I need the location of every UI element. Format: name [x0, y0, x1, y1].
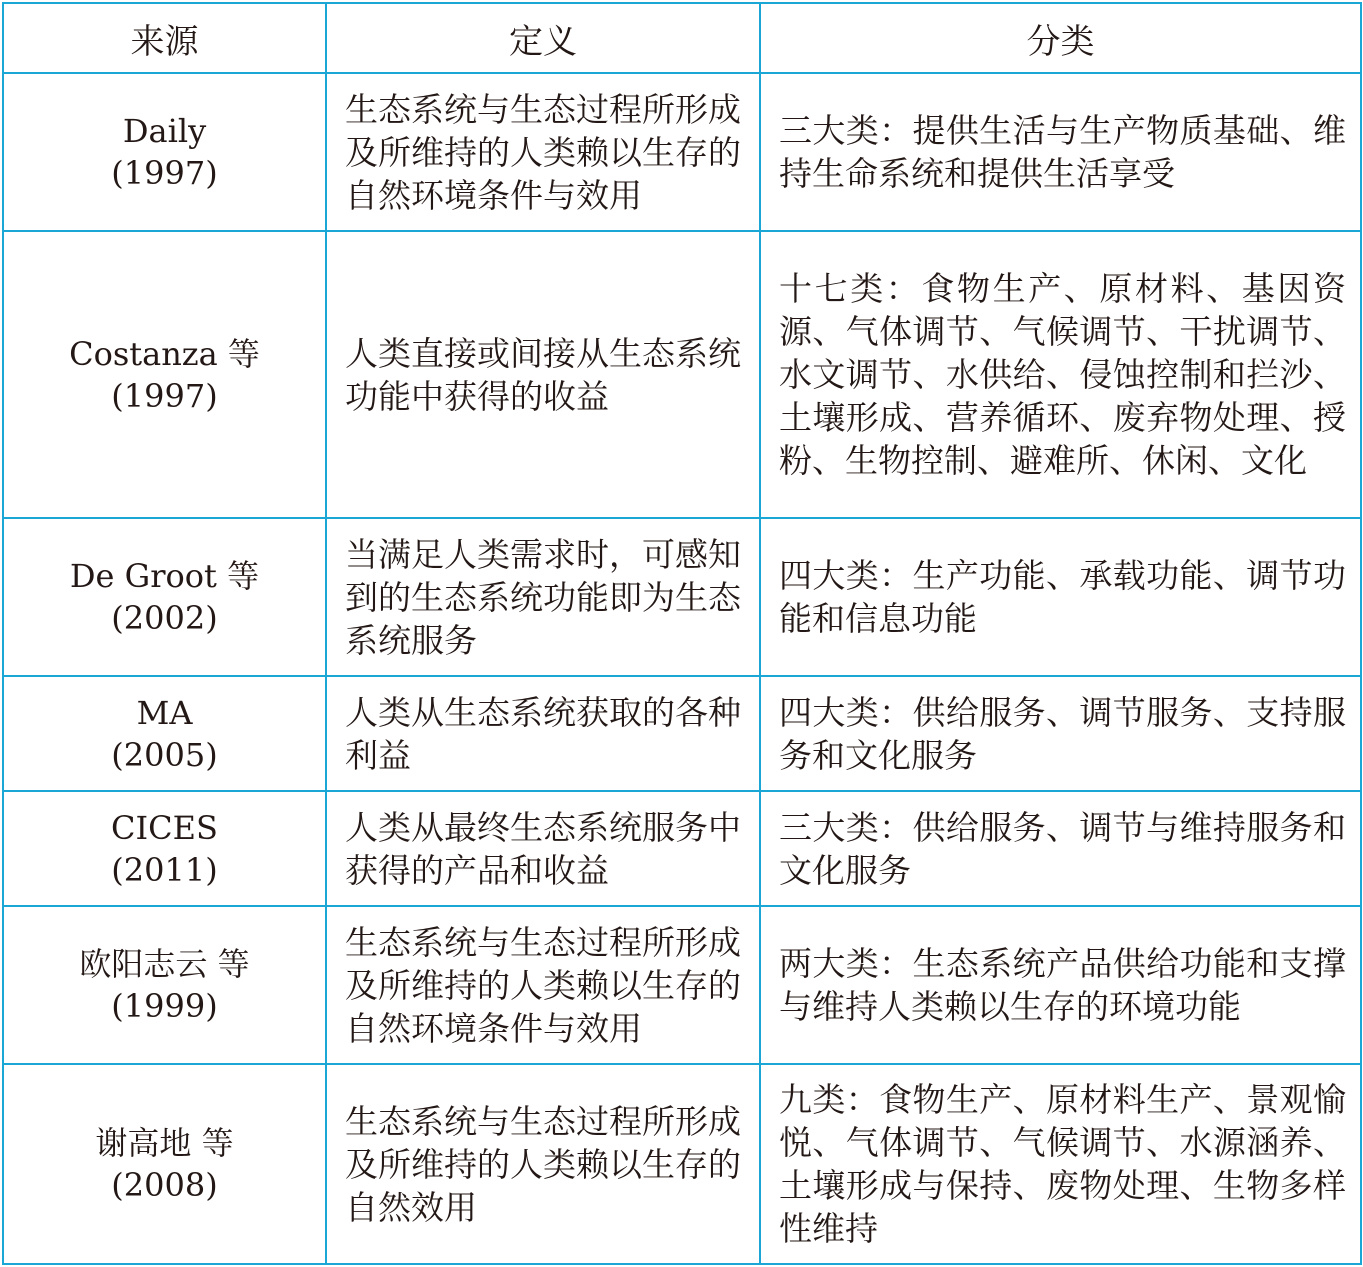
- source-name: Costanza 等: [69, 334, 260, 373]
- source-cell: [3, 906, 326, 1064]
- header-classification: 分类: [760, 3, 1361, 73]
- source-cell: [3, 791, 326, 906]
- definition-cell: 生态系统与生态过程所形成及所维持的人类赖以生存的自然环境条件与效用: [326, 73, 760, 231]
- source-year: (1997): [111, 154, 218, 192]
- source-year: (2005): [111, 735, 218, 774]
- source-year: (2002): [111, 599, 218, 637]
- table-row: [3, 73, 1361, 231]
- source-year: (1997): [111, 376, 218, 415]
- source-name: MA: [136, 693, 193, 732]
- source-year: (2008): [111, 1166, 218, 1204]
- source-cell: [3, 1064, 326, 1264]
- classification-cell: 四大类：生产功能、承载功能、调节功能和信息功能: [760, 518, 1361, 676]
- table-row: [3, 518, 1361, 676]
- source-cell: [3, 231, 326, 518]
- table-row: [3, 906, 1361, 1064]
- table-row: [3, 1064, 1361, 1264]
- source-name: 欧阳志云 等: [79, 945, 250, 983]
- definition-cell: 当满足人类需求时，可感知到的生态系统功能即为生态系统服务: [326, 518, 760, 676]
- classification-cell: 三大类：提供生活与生产物质基础、维持生命系统和提供生活享受: [760, 73, 1361, 231]
- header-definition: 定义: [326, 3, 760, 73]
- header-row: [3, 3, 1361, 73]
- classification-cell: 十七类：食物生产、原材料、基因资源、气体调节、气候调节、干扰调节、水文调节、水供给、侵蚀控制和拦沙、土壤形成、营养循环、废弃物处理、授粉、生物控制、避难所、休闲、文化: [760, 231, 1361, 518]
- source-name: 谢高地 等: [95, 1124, 234, 1162]
- classification-cell: 九类：食物生产、原材料生产、景观愉悦、气体调节、气候调节、水源涵养、土壤形成与保持、废物处理、生物多样性维持: [760, 1064, 1361, 1264]
- source-cell: [3, 676, 326, 791]
- table-row: [3, 231, 1361, 518]
- classification-cell: 四大类：供给服务、调节服务、支持服务和文化服务: [760, 676, 1361, 791]
- ecosystem-services-table: [2, 2, 1362, 1265]
- source-cell: [3, 73, 326, 231]
- source-name: CICES: [111, 808, 218, 847]
- definition-cell: 人类从最终生态系统服务中获得的产品和收益: [326, 791, 760, 906]
- source-name: De Groot 等: [69, 557, 260, 595]
- definition-cell: 人类直接或间接从生态系统功能中获得的收益: [326, 231, 760, 518]
- source-cell: [3, 518, 326, 676]
- source-name: Daily: [122, 112, 207, 150]
- source-year: (1999): [111, 987, 218, 1025]
- definition-cell: 生态系统与生态过程所形成及所维持的人类赖以生存的自然效用: [326, 1064, 760, 1264]
- source-year: (2011): [111, 850, 218, 889]
- classification-cell: 三大类：供给服务、调节与维持服务和文化服务: [760, 791, 1361, 906]
- table-row: [3, 676, 1361, 791]
- table-row: [3, 791, 1361, 906]
- classification-cell: 两大类：生态系统产品供给功能和支撑与维持人类赖以生存的环境功能: [760, 906, 1361, 1064]
- header-source: 来源: [3, 3, 326, 73]
- definition-cell: 人类从生态系统获取的各种利益: [326, 676, 760, 791]
- definition-cell: 生态系统与生态过程所形成及所维持的人类赖以生存的自然环境条件与效用: [326, 906, 760, 1064]
